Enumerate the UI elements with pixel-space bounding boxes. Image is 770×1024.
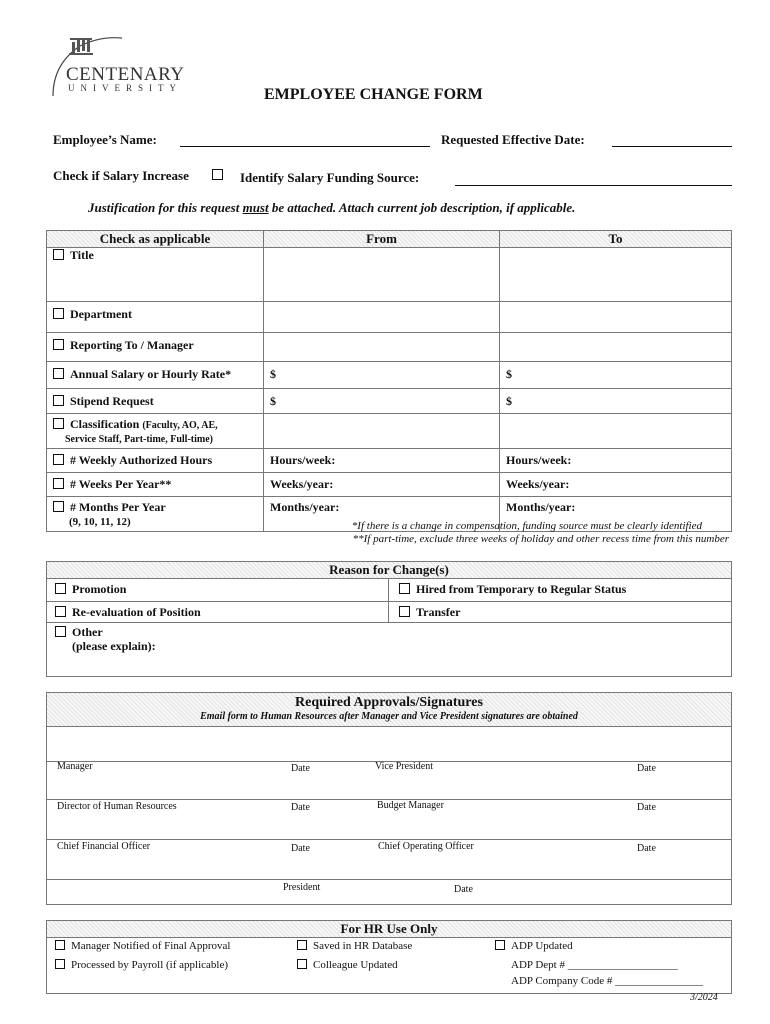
stipend-to-cell[interactable]: $	[500, 389, 732, 414]
classification-checkbox[interactable]	[53, 418, 64, 429]
other-explain-label: (please explain):	[72, 639, 156, 653]
reason-title: Reason for Change(s)	[47, 562, 731, 579]
president-label: President	[283, 882, 321, 893]
payroll-label: Processed by Payroll (if applicable)	[71, 959, 229, 971]
other-label: Other	[72, 625, 103, 639]
salary-increase-label: Check if Salary Increase	[53, 168, 189, 183]
transfer-checkbox[interactable]	[399, 606, 410, 617]
salary-increase-checkbox[interactable]	[212, 169, 223, 180]
col-header-check: Check as applicable	[47, 231, 264, 248]
budget-manager-label: Budget Manager	[377, 800, 444, 811]
department-to-cell[interactable]	[500, 302, 732, 333]
adp-updated-checkbox[interactable]	[495, 940, 505, 950]
table-row: Annual Salary or Hourly Rate* $ $	[47, 362, 732, 389]
compensation-note: *If there is a change in compensation, funding source must be clearly identified	[351, 520, 702, 532]
reason-section	[46, 561, 732, 677]
weeks-per-year-checkbox[interactable]	[53, 478, 64, 489]
months-from-cell[interactable]: Months/year:	[264, 497, 500, 532]
table-row: # Weeks Per Year** Weeks/year: Weeks/year:	[47, 473, 732, 497]
weekly-hours-from-cell[interactable]: Hours/week:	[264, 449, 500, 473]
vp-date-label: Date	[637, 763, 656, 774]
department-checkbox[interactable]	[53, 308, 64, 319]
coo-label: Chief Operating Officer	[378, 841, 474, 852]
part-time-note: **If part-time, exclude three weeks of holiday and other recess time from this number	[352, 533, 729, 545]
hr-use-section	[46, 920, 732, 994]
approvals-subtitle: Email form to Human Resources after Manager and Vice President signatures are obtained	[200, 711, 578, 722]
funding-source-field[interactable]	[455, 185, 732, 186]
reevaluation-label: Re-evaluation of Position	[72, 605, 201, 619]
justification-note: Justification for this request must be attached. Attach current job description, if applicable.	[88, 200, 576, 215]
title-checkbox[interactable]	[53, 249, 64, 260]
department-from-cell[interactable]	[264, 302, 500, 333]
title-to-cell[interactable]	[500, 248, 732, 302]
col-header-to: To	[500, 231, 732, 248]
title-from-cell[interactable]	[264, 248, 500, 302]
salary-to-cell[interactable]: $	[500, 362, 732, 389]
page-title: EMPLOYEE CHANGE FORM	[264, 86, 483, 103]
saved-hr-checkbox[interactable]	[297, 940, 307, 950]
logo-name: CENTENARY	[66, 64, 185, 85]
salary-from-cell[interactable]: $	[264, 362, 500, 389]
weeks-from-cell[interactable]: Weeks/year:	[264, 473, 500, 497]
stipend-checkbox[interactable]	[53, 395, 64, 406]
months-per-year-checkbox[interactable]	[53, 501, 64, 512]
stipend-from-cell[interactable]: $	[264, 389, 500, 414]
promotion-checkbox[interactable]	[55, 583, 66, 594]
payroll-checkbox[interactable]	[55, 959, 65, 969]
weeks-to-cell[interactable]: Weeks/year:	[500, 473, 732, 497]
adp-company-field[interactable]: ADP Company Code # ________________	[511, 975, 704, 987]
transfer-label: Transfer	[416, 605, 461, 619]
employee-name-field[interactable]	[180, 146, 430, 147]
vp-label: Vice President	[375, 761, 433, 772]
table-row: Department	[47, 302, 732, 333]
other-checkbox[interactable]	[55, 626, 66, 637]
salary-checkbox[interactable]	[53, 368, 64, 379]
hr-director-label: Director of Human Resources	[57, 801, 177, 812]
table-row: # Weekly Authorized Hours Hours/week: Hours/week:	[47, 449, 732, 473]
approvals-section	[46, 692, 732, 905]
approvals-title: Required Approvals/Signatures	[295, 695, 483, 710]
adp-updated-label: ADP Updated	[511, 940, 573, 952]
reporting-from-cell[interactable]	[264, 333, 500, 362]
hr-date-label: Date	[291, 802, 310, 813]
effective-date-label: Requested Effective Date:	[441, 132, 585, 147]
reporting-checkbox[interactable]	[53, 339, 64, 350]
change-table	[46, 230, 732, 532]
hired-label: Hired from Temporary to Regular Status	[416, 582, 627, 596]
table-row: Title	[47, 248, 732, 302]
manager-label: Manager	[57, 761, 93, 772]
form-version: 3/2024	[690, 992, 718, 1003]
cfo-label: Chief Financial Officer	[57, 841, 151, 852]
months-to-cell[interactable]: Months/year:	[500, 497, 732, 532]
coo-date-label: Date	[637, 843, 656, 854]
table-row: Reporting To / Manager	[47, 333, 732, 362]
classification-from-cell[interactable]	[264, 414, 500, 449]
col-header-from: From	[264, 231, 500, 248]
colleague-label: Colleague Updated	[313, 959, 398, 971]
reevaluation-checkbox[interactable]	[55, 606, 66, 617]
hired-checkbox[interactable]	[399, 583, 410, 594]
budget-date-label: Date	[637, 802, 656, 813]
adp-dept-field[interactable]: ADP Dept # ____________________	[511, 959, 678, 971]
colleague-checkbox[interactable]	[297, 959, 307, 969]
hr-use-title: For HR Use Only	[47, 921, 731, 938]
employee-name-label: Employee’s Name:	[53, 132, 157, 147]
funding-source-label: Identify Salary Funding Source:	[240, 170, 420, 185]
president-date-label: Date	[454, 884, 473, 895]
manager-notified-label: Manager Notified of Final Approval	[71, 940, 231, 952]
manager-date-label: Date	[291, 763, 310, 774]
effective-date-field[interactable]	[612, 146, 732, 147]
table-row: # Months Per Year (9, 10, 11, 12) Months/year: Months/year:	[47, 497, 732, 532]
classification-to-cell[interactable]	[500, 414, 732, 449]
manager-notified-checkbox[interactable]	[55, 940, 65, 950]
weekly-hours-to-cell[interactable]: Hours/week:	[500, 449, 732, 473]
saved-hr-label: Saved in HR Database	[313, 940, 413, 952]
reporting-to-cell[interactable]	[500, 333, 732, 362]
logo-subtitle: UNIVERSITY	[68, 83, 182, 93]
cfo-date-label: Date	[291, 843, 310, 854]
table-row: Classification (Faculty, AO, AE, Service Staff, Part-time, Full-time)	[47, 414, 732, 449]
weekly-hours-checkbox[interactable]	[53, 454, 64, 465]
table-row: Stipend Request $ $	[47, 389, 732, 414]
promotion-label: Promotion	[72, 582, 127, 596]
